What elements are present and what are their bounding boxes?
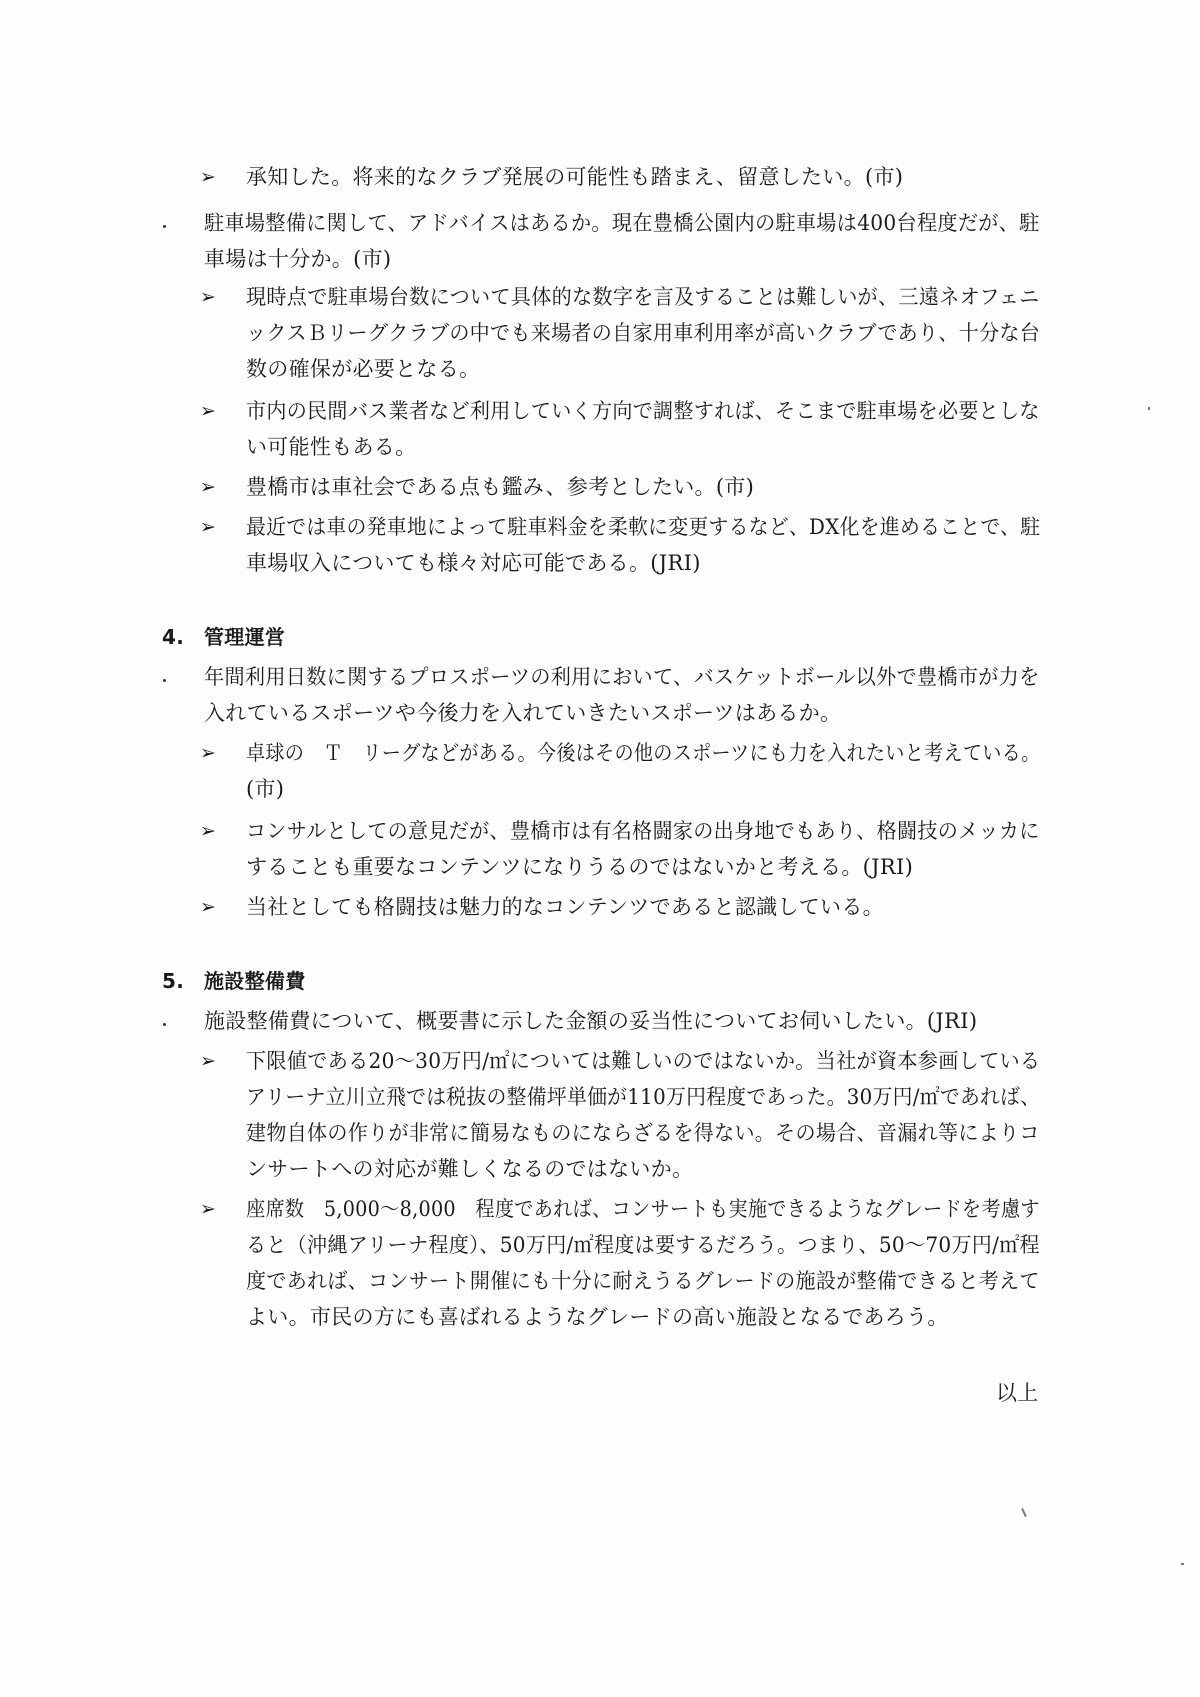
arrow-bullet-icon: ➢ <box>200 742 216 764</box>
answer-line: 卓球の Ｔ リーグなどがある。今後はその他のスポーツにも力を入れたいと考えている。 <box>246 741 1041 765</box>
section-number: 5. <box>162 969 185 993</box>
closing-text: 以上 <box>996 1381 1039 1405</box>
answer-line: 豊橋市は車社会である点も鑑み、参考としたい。(市) <box>246 475 755 499</box>
scan-speck <box>1148 407 1150 410</box>
answer-line: 座席数 5,000～8,000 程度であれば、コンサートも実施できるようなグレードを考慮す <box>246 1197 1040 1221</box>
answer-line: 建物自体の作りが非常に簡易なものにならざるを得ない。その場合、音漏れ等によりコ <box>246 1121 1040 1145</box>
section-number: 4. <box>162 625 185 649</box>
question-line: 施設整備費について、概要書に示した金額の妥当性についてお伺いしたい。(JRI) <box>204 1009 978 1033</box>
question-line: 駐車場整備に関して、アドバイスはあるか。現在豊橋公園内の駐車場は400台程度だが、駐 <box>204 211 1040 235</box>
question-bullet-icon <box>163 225 166 228</box>
answer-line: 数の確保が必要となる。 <box>246 357 481 381</box>
question-line: 入れているスポーツや今後力を入れていきたいスポーツはあるか。 <box>204 701 842 725</box>
arrow-bullet-icon: ➢ <box>200 896 216 918</box>
answer-line: 現時点で駐車場台数について具体的な数字を言及することは難しいが、三遠ネオフェニ <box>246 285 1040 309</box>
answer-line: い可能性もある。 <box>246 435 417 459</box>
arrow-bullet-icon: ➢ <box>200 476 216 498</box>
question-line: 年間利用日数に関するプロスポーツの利用において、バスケットボール以外で豊橋市が力を <box>204 665 1040 689</box>
answer-line: 度であれば、コンサート開催にも十分に耐えうるグレードの施設が整備できると考えて <box>246 1269 1040 1293</box>
answer-line: ンサートへの対応が難しくなるのではないか。 <box>246 1157 694 1181</box>
answer-line: ると（沖縄アリーナ程度）、50万円/㎡程度は要するだろう。つまり、50～70万円/㎡程 <box>246 1233 1040 1257</box>
scan-speck <box>1021 1508 1027 1517</box>
arrow-bullet-icon: ➢ <box>200 1198 216 1220</box>
answer-line: (市) <box>246 777 285 801</box>
scan-speck <box>1181 1563 1184 1565</box>
answer-line: 当社としても格闘技は魅力的なコンテンツであると認識している。 <box>246 895 884 919</box>
arrow-bullet-icon: ➢ <box>200 516 216 538</box>
answer-line: することも重要なコンテンツになりうるのではないかと考える。(JRI) <box>246 855 914 879</box>
answer-line: アリーナ立川立飛では税抜の整備坪単価が110万円程度であった。30万円/㎡であれば、 <box>246 1085 1041 1109</box>
arrow-bullet-icon: ➢ <box>200 166 216 188</box>
answer-line: 最近では車の発車地によって駐車料金を柔軟に変更するなど、DX化を進めることで、駐 <box>246 515 1041 539</box>
answer-line: ックスＢリーグクラブの中でも来場者の自家用車利用率が高いクラブであり、十分な台 <box>246 321 1041 345</box>
section-title: 管理運営 <box>204 625 286 649</box>
arrow-bullet-icon: ➢ <box>200 820 216 842</box>
arrow-bullet-icon: ➢ <box>200 1050 216 1072</box>
arrow-bullet-icon: ➢ <box>200 286 216 308</box>
question-bullet-icon <box>163 679 166 682</box>
question-bullet-icon <box>163 1023 166 1026</box>
answer-line: 車場収入についても様々対応可能である。(JRI) <box>246 551 701 575</box>
answer-line: 承知した。将来的なクラブ発展の可能性も踏まえ、留意したい。(市) <box>246 165 904 189</box>
answer-line: 市内の民間バス業者など利用していく方向で調整すれば、そこまで駐車場を必要としな <box>246 399 1040 423</box>
answer-line: コンサルとしての意見だが、豊橋市は有名格闘家の出身地でもあり、格闘技のメッカに <box>246 819 1040 843</box>
question-line: 車場は十分か。(市) <box>204 247 392 271</box>
answer-line: よい。市民の方にも喜ばれるようなグレードの高い施設となるであろう。 <box>246 1305 949 1329</box>
section-title: 施設整備費 <box>204 969 306 993</box>
arrow-bullet-icon: ➢ <box>200 400 216 422</box>
answer-line: 下限値である20～30万円/㎡については難しいのではないか。当社が資本参画している <box>246 1049 1041 1073</box>
